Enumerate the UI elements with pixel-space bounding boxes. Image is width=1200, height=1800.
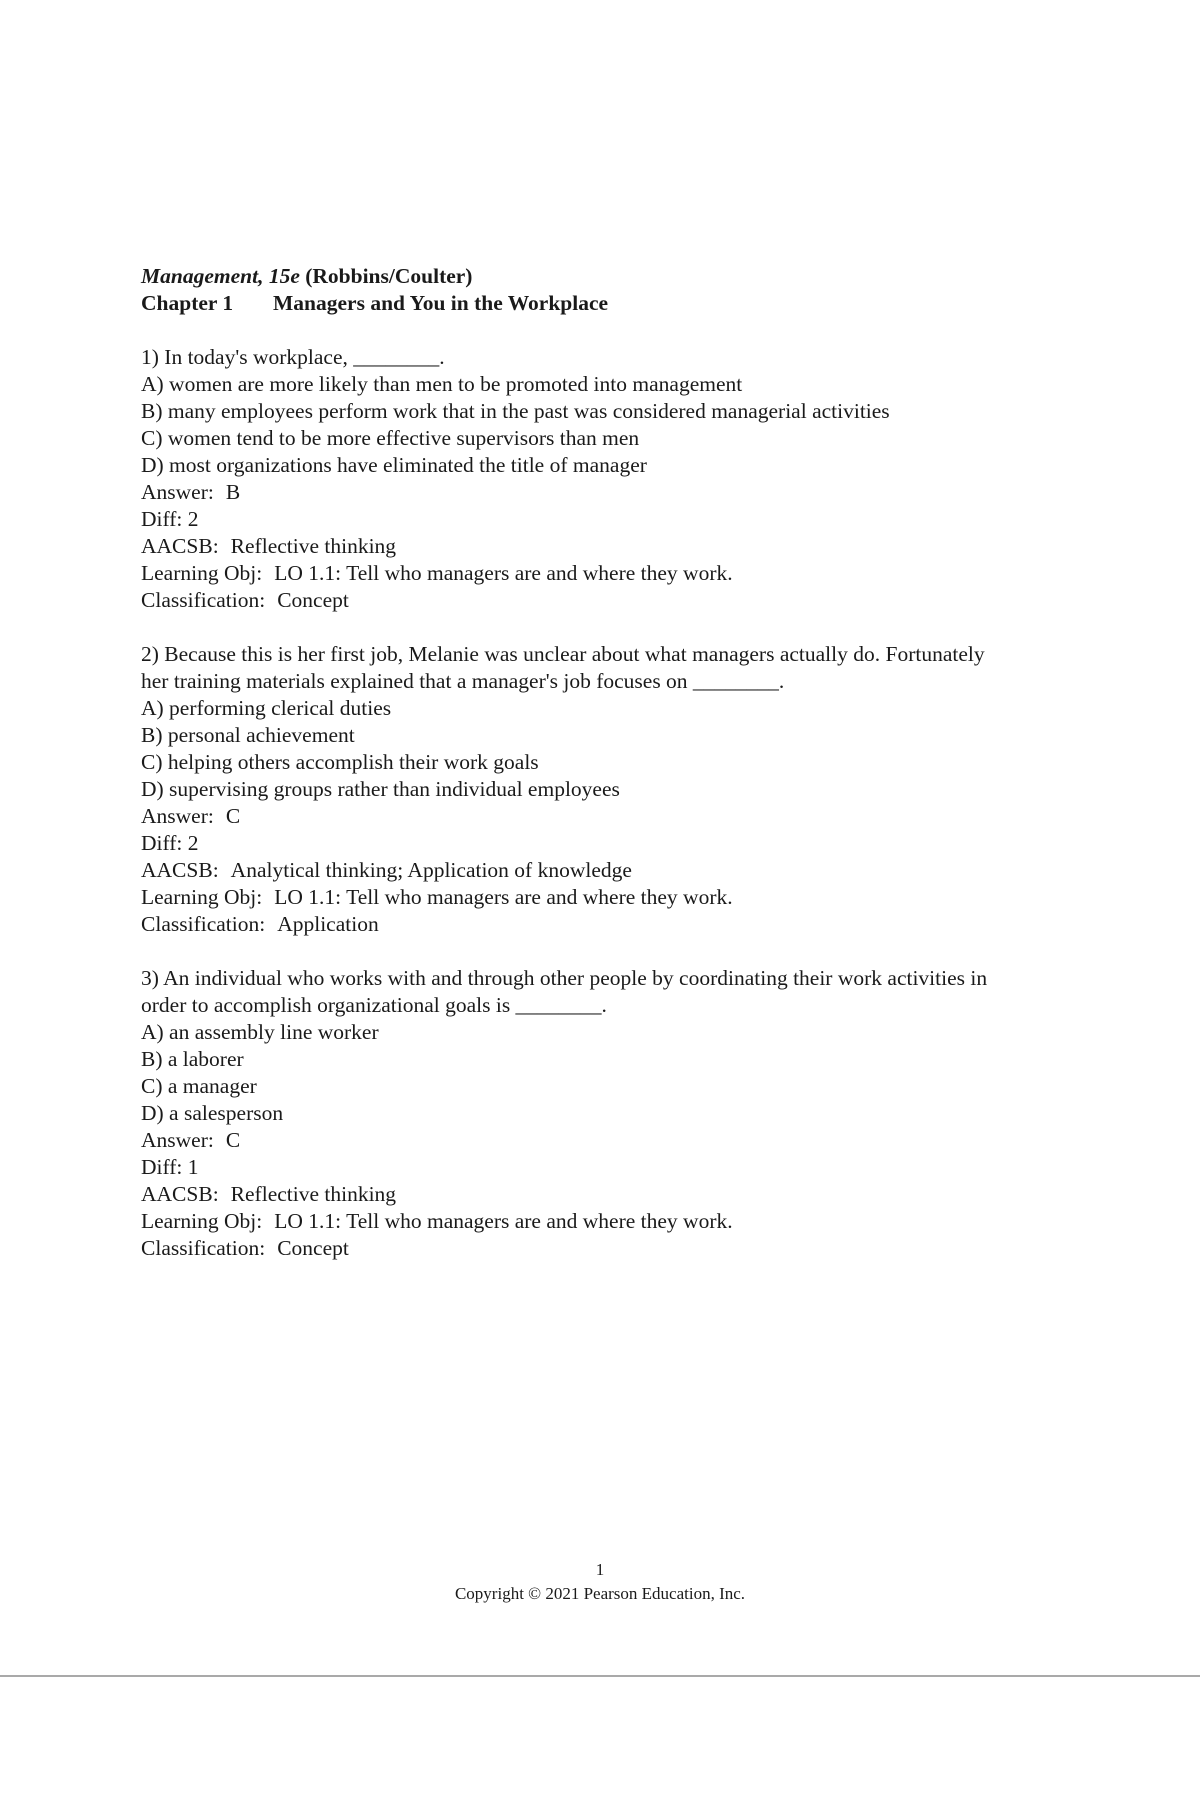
- aacsb-value: Analytical thinking; Application of knowledge: [230, 858, 632, 882]
- aacsb-label: AACSB:: [141, 858, 219, 882]
- question-stem: 3) An individual who works with and through other people by coordinating their work activities in: [141, 966, 988, 990]
- difficulty-value: 2: [187, 507, 199, 531]
- aacsb-value: Reflective thinking: [230, 1182, 397, 1206]
- learning-objective-value: LO 1.1: Tell who managers are and where they work.: [274, 885, 733, 909]
- option-c: C) helping others accomplish their work goals: [141, 750, 539, 774]
- difficulty-label: Diff:: [141, 1155, 183, 1179]
- difficulty-value: 2: [187, 831, 199, 855]
- book-header: [141, 263, 1081, 290]
- option-a: A) performing clerical duties: [141, 696, 392, 720]
- learning-objective-value: LO 1.1: Tell who managers are and where they work.: [274, 561, 733, 585]
- difficulty-line: [141, 830, 1081, 857]
- classification-line: [141, 911, 1081, 938]
- option-b: B) personal achievement: [141, 723, 355, 747]
- classification-label: Classification:: [141, 588, 266, 612]
- option-d: D) a salesperson: [141, 1101, 284, 1125]
- learning-objective-label: Learning Obj:: [141, 561, 263, 585]
- difficulty-line: [141, 506, 1081, 533]
- learning-objective-line: [141, 1208, 1081, 1235]
- question-stem-continued: her training materials explained that a manager's job focuses on ________.: [141, 669, 785, 693]
- answer-value: C: [225, 804, 241, 828]
- learning-objective-line: [141, 884, 1081, 911]
- chapter-title: Managers and You in the Workplace: [273, 291, 609, 315]
- classification-value: Concept: [277, 1236, 349, 1260]
- option-c: C) a manager: [141, 1074, 257, 1098]
- learning-objective-value: LO 1.1: Tell who managers are and where they work.: [274, 1209, 733, 1233]
- chapter-number: Chapter 1: [141, 291, 234, 315]
- question-stem: 1) In today's workplace, ________.: [141, 345, 445, 369]
- aacsb-line: [141, 1181, 1081, 1208]
- aacsb-value: Reflective thinking: [230, 534, 397, 558]
- classification-value: Application: [277, 912, 379, 936]
- question-3: [141, 965, 1081, 1262]
- page-content: [141, 263, 1081, 1262]
- classification-value: Concept: [277, 588, 349, 612]
- question-stem: 2) Because this is her first job, Melanie was unclear about what managers actually do. Fortunately: [141, 642, 985, 666]
- answer-label: Answer:: [141, 804, 214, 828]
- learning-objective-label: Learning Obj:: [141, 885, 263, 909]
- question-2: [141, 641, 1081, 938]
- answer-line: [141, 803, 1081, 830]
- option-d: D) supervising groups rather than individual employees: [141, 777, 620, 801]
- answer-line: [141, 1127, 1081, 1154]
- next-page-area: [0, 1677, 1200, 1800]
- option-b: B) many employees perform work that in the past was considered managerial activities: [141, 399, 890, 423]
- classification-line: [141, 587, 1081, 614]
- chapter-heading: [141, 290, 1081, 317]
- option-a: A) an assembly line worker: [141, 1020, 379, 1044]
- difficulty-value: 1: [187, 1155, 199, 1179]
- classification-label: Classification:: [141, 912, 266, 936]
- aacsb-line: [141, 857, 1081, 884]
- question-1: [141, 344, 1081, 614]
- question-stem-continued: order to accomplish organizational goals is ________.: [141, 993, 607, 1017]
- option-d: D) most organizations have eliminated the title of manager: [141, 453, 647, 477]
- copyright-notice: Copyright © 2021 Pearson Education, Inc.: [454, 1584, 746, 1603]
- aacsb-label: AACSB:: [141, 534, 219, 558]
- book-authors: (Robbins/Coulter): [299, 264, 473, 288]
- learning-objective-line: [141, 560, 1081, 587]
- difficulty-label: Diff:: [141, 831, 183, 855]
- answer-value: C: [225, 1128, 241, 1152]
- aacsb-label: AACSB:: [141, 1182, 219, 1206]
- answer-value: B: [225, 480, 241, 504]
- page-number: 1: [595, 1560, 605, 1579]
- aacsb-line: [141, 533, 1081, 560]
- option-b: B) a laborer: [141, 1047, 244, 1071]
- answer-line: [141, 479, 1081, 506]
- answer-label: Answer:: [141, 480, 214, 504]
- classification-line: [141, 1235, 1081, 1262]
- learning-objective-label: Learning Obj:: [141, 1209, 263, 1233]
- option-c: C) women tend to be more effective supervisors than men: [141, 426, 640, 450]
- option-a: A) women are more likely than men to be promoted into management: [141, 372, 743, 396]
- difficulty-label: Diff:: [141, 507, 183, 531]
- book-title: Management, 15e: [141, 264, 300, 288]
- difficulty-line: [141, 1154, 1081, 1181]
- classification-label: Classification:: [141, 1236, 266, 1260]
- answer-label: Answer:: [141, 1128, 214, 1152]
